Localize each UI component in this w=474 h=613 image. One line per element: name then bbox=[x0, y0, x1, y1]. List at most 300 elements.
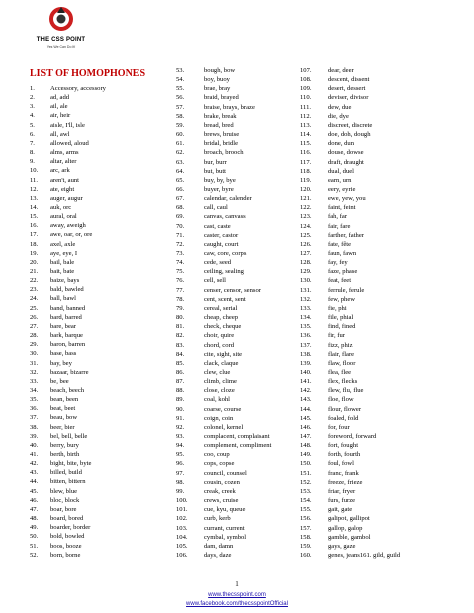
item-words: clew, clue bbox=[204, 368, 231, 376]
item-number: 13. bbox=[30, 194, 39, 202]
item-words: bald, bawled bbox=[50, 286, 84, 294]
item-words: genes, jeans161. gild, guild bbox=[328, 551, 401, 559]
item-words: bare, bear bbox=[50, 322, 76, 330]
item-words: fir, fur bbox=[328, 332, 345, 340]
item-words: coarse, course bbox=[204, 405, 242, 413]
page-number: 1 bbox=[235, 580, 239, 588]
item-number: 151. bbox=[300, 469, 312, 477]
item-number: 45. bbox=[30, 487, 39, 495]
item-number: 5. bbox=[30, 121, 35, 129]
item-words: creak, creek bbox=[204, 487, 236, 495]
item-words: braid, brayed bbox=[204, 94, 239, 102]
item-words: cops, copse bbox=[204, 460, 235, 468]
item-number: 14. bbox=[30, 203, 39, 211]
item-words: allowed, aloud bbox=[50, 139, 89, 147]
item-words: bait, bate bbox=[50, 268, 75, 275]
item-words: bread, bred bbox=[204, 121, 234, 129]
item-words: braise, brays, braze bbox=[204, 103, 255, 111]
item-number: 23. bbox=[30, 286, 39, 294]
item-number: 113. bbox=[300, 121, 312, 129]
item-words: aye, eye, I bbox=[50, 249, 78, 257]
item-number: 110. bbox=[300, 94, 312, 102]
item-number: 27. bbox=[30, 322, 39, 330]
item-words: cite, sight, site bbox=[204, 350, 243, 358]
item-words: alms, arms bbox=[50, 149, 79, 157]
item-words: close, cloze bbox=[204, 387, 235, 395]
item-number: 40. bbox=[30, 441, 39, 449]
item-words: choir, quire bbox=[204, 332, 235, 340]
item-words: ball, bawl bbox=[50, 295, 77, 303]
item-words: doe, doh, dough bbox=[328, 131, 371, 139]
item-number: 72. bbox=[176, 240, 185, 248]
item-words: ceiling, sealing bbox=[204, 268, 244, 276]
item-number: 62. bbox=[176, 149, 185, 157]
item-words: ate, eight bbox=[50, 185, 75, 193]
item-number: 108. bbox=[300, 76, 312, 84]
item-words: dew, due bbox=[328, 103, 352, 111]
item-words: fie, phi bbox=[328, 304, 347, 312]
item-words: climb, clime bbox=[204, 378, 237, 386]
item-number: 134. bbox=[300, 314, 312, 322]
item-words: fay, fey bbox=[328, 259, 348, 267]
item-number: 31. bbox=[30, 359, 39, 367]
item-words: gallop, galop bbox=[328, 524, 363, 532]
item-number: 141. bbox=[300, 378, 312, 386]
item-words: complement, compliment bbox=[204, 442, 272, 450]
item-number: 71. bbox=[176, 231, 185, 239]
item-number: 47. bbox=[30, 505, 39, 513]
item-number: 142. bbox=[300, 387, 312, 395]
item-words: altar, alter bbox=[50, 158, 77, 166]
item-number: 61. bbox=[176, 140, 185, 148]
item-number: 78. bbox=[176, 295, 185, 303]
item-number: 115. bbox=[300, 140, 312, 148]
item-words: cymbal, symbol bbox=[204, 533, 247, 541]
item-words: baron, barren bbox=[50, 341, 86, 349]
item-number: 73. bbox=[176, 250, 185, 257]
item-number: 100. bbox=[176, 497, 188, 505]
item-number: 46. bbox=[30, 496, 39, 504]
item-number: 53. bbox=[176, 67, 185, 74]
item-number: 125. bbox=[300, 231, 312, 239]
item-number: 34. bbox=[30, 386, 39, 394]
item-words: aren't, aunt bbox=[50, 176, 80, 184]
item-number: 48. bbox=[30, 515, 39, 523]
item-number: 49. bbox=[30, 524, 39, 532]
item-number: 143. bbox=[300, 396, 312, 404]
item-number: 4. bbox=[30, 112, 35, 120]
item-number: 92. bbox=[176, 423, 185, 431]
item-number: 130. bbox=[300, 277, 312, 285]
item-number: 86. bbox=[176, 368, 185, 376]
item-words: baize, bays bbox=[50, 277, 80, 285]
item-words: born, borne bbox=[50, 551, 81, 559]
item-number: 105. bbox=[176, 542, 188, 550]
item-words: floe, flow bbox=[328, 396, 354, 404]
item-number: 66. bbox=[176, 185, 185, 193]
item-number: 160. bbox=[300, 551, 312, 559]
item-number: 117. bbox=[300, 158, 312, 166]
item-number: 121. bbox=[300, 195, 312, 203]
item-number: 19. bbox=[30, 249, 39, 257]
item-words: galipot, gallipot bbox=[328, 515, 370, 523]
item-words: ewe, yew, you bbox=[328, 195, 366, 203]
item-number: 156. bbox=[300, 515, 312, 523]
item-number: 101. bbox=[176, 506, 188, 514]
item-number: 118. bbox=[300, 167, 312, 175]
item-number: 87. bbox=[176, 378, 185, 386]
item-words: bay, bey bbox=[50, 359, 72, 367]
item-number: 33. bbox=[30, 377, 39, 385]
item-number: 114. bbox=[300, 131, 312, 139]
item-number: 28. bbox=[30, 332, 39, 340]
item-words: band, banned bbox=[50, 304, 86, 312]
item-words: draft, draught bbox=[328, 158, 364, 166]
item-words: aisle, I'll, isle bbox=[50, 121, 85, 129]
item-number: 95. bbox=[176, 451, 185, 459]
item-words: ferrule, ferule bbox=[328, 286, 365, 294]
item-number: 128. bbox=[300, 259, 312, 267]
item-number: 81. bbox=[176, 323, 185, 331]
item-number: 63. bbox=[176, 158, 185, 166]
facebook-link[interactable]: www.facebook.com/thecsspointOfficial bbox=[186, 601, 288, 607]
item-number: 32. bbox=[30, 368, 39, 376]
item-words: few, phew bbox=[328, 295, 356, 303]
item-words: caw, core, corps bbox=[204, 250, 247, 257]
item-number: 76. bbox=[176, 277, 185, 285]
item-words: bight, bite, byte bbox=[50, 460, 92, 468]
item-number: 112. bbox=[300, 112, 312, 120]
item-words: feat, feet bbox=[328, 277, 352, 285]
item-number: 12. bbox=[30, 185, 39, 193]
item-words: fair, fare bbox=[328, 222, 351, 230]
item-words: cell, sell bbox=[204, 277, 226, 285]
item-words: fah, far bbox=[328, 213, 348, 221]
website-link[interactable]: www.thecsspoint.com bbox=[208, 592, 266, 598]
item-number: 6. bbox=[30, 130, 35, 138]
item-words: arc, ark bbox=[50, 167, 70, 175]
item-words: douse, dowse bbox=[328, 149, 364, 157]
item-words: bard, barred bbox=[50, 313, 82, 321]
item-words: cent, scent, sent bbox=[204, 295, 246, 303]
item-words: foul, fowl bbox=[328, 460, 355, 468]
item-words: bazaar, bizarre bbox=[50, 368, 89, 376]
item-words: dam, damn bbox=[204, 542, 234, 550]
item-number: 42. bbox=[30, 460, 39, 468]
item-number: 1. bbox=[30, 85, 35, 92]
item-number: 80. bbox=[176, 314, 185, 322]
item-number: 126. bbox=[300, 240, 312, 248]
item-number: 127. bbox=[300, 250, 312, 257]
item-number: 152. bbox=[300, 478, 312, 486]
item-words: brae, bray bbox=[204, 85, 231, 93]
item-words: cheap, cheep bbox=[204, 314, 239, 322]
item-number: 43. bbox=[30, 469, 39, 477]
item-words: currant, current bbox=[204, 524, 245, 532]
item-words: cede, seed bbox=[204, 259, 232, 267]
item-number: 56. bbox=[176, 94, 185, 102]
item-number: 99. bbox=[176, 487, 185, 495]
item-number: 70. bbox=[176, 222, 185, 230]
item-number: 77. bbox=[176, 286, 185, 294]
item-words: eery, eyrie bbox=[328, 185, 356, 193]
item-number: 109. bbox=[300, 85, 312, 93]
item-number: 24. bbox=[30, 295, 39, 303]
item-words: descent, dissent bbox=[328, 76, 370, 84]
item-words: discreet, discrete bbox=[328, 121, 373, 129]
item-words: brake, break bbox=[204, 112, 237, 120]
item-number: 136. bbox=[300, 332, 312, 340]
item-words: council, counsel bbox=[204, 469, 247, 477]
item-number: 41. bbox=[30, 451, 39, 458]
item-number: 25. bbox=[30, 304, 39, 312]
item-words: earn, urn bbox=[328, 176, 352, 184]
item-number: 85. bbox=[176, 359, 185, 367]
item-number: 120. bbox=[300, 185, 312, 193]
item-number: 22. bbox=[30, 277, 39, 285]
item-words: censer, censor, sensor bbox=[204, 286, 261, 294]
item-number: 21. bbox=[30, 268, 39, 275]
item-number: 58. bbox=[176, 112, 185, 120]
item-number: 129. bbox=[300, 268, 312, 276]
item-number: 148. bbox=[300, 442, 312, 450]
item-words: flew, flu, flue bbox=[328, 387, 364, 395]
item-number: 17. bbox=[30, 231, 39, 239]
item-number: 90. bbox=[176, 405, 185, 413]
item-words: foaled, fold bbox=[328, 414, 359, 422]
item-number: 15. bbox=[30, 213, 39, 221]
item-words: check, cheque bbox=[204, 323, 242, 331]
item-words: flex, flecks bbox=[328, 378, 358, 386]
item-number: 51. bbox=[30, 542, 39, 550]
item-words: buyer, byre bbox=[204, 185, 234, 193]
item-words: aural, oral bbox=[50, 213, 77, 221]
item-number: 10. bbox=[30, 167, 39, 175]
item-number: 16. bbox=[30, 222, 39, 230]
item-number: 102. bbox=[176, 515, 188, 523]
item-number: 11. bbox=[30, 176, 38, 184]
item-number: 149. bbox=[300, 451, 312, 459]
item-words: freeze, frieze bbox=[328, 478, 363, 486]
item-words: cast, caste bbox=[204, 222, 231, 230]
item-number: 140. bbox=[300, 368, 312, 376]
item-number: 103. bbox=[176, 524, 188, 532]
item-number: 107. bbox=[300, 67, 312, 74]
item-number: 132. bbox=[300, 295, 312, 303]
item-number: 69. bbox=[176, 213, 185, 221]
item-words: air, heir bbox=[50, 112, 71, 120]
item-words: billed, build bbox=[50, 469, 82, 477]
item-words: cereal, serial bbox=[204, 304, 238, 312]
item-number: 38. bbox=[30, 423, 39, 431]
item-words: auk, orc bbox=[50, 203, 72, 211]
item-number: 150. bbox=[300, 460, 312, 468]
item-number: 30. bbox=[30, 350, 39, 358]
item-number: 26. bbox=[30, 313, 39, 321]
item-words: bark, barque bbox=[50, 332, 83, 340]
item-number: 93. bbox=[176, 433, 185, 440]
item-number: 35. bbox=[30, 396, 39, 404]
item-words: coal, kohl bbox=[204, 396, 231, 404]
item-words: flour, flower bbox=[328, 405, 362, 413]
item-number: 57. bbox=[176, 103, 185, 111]
item-number: 135. bbox=[300, 323, 312, 331]
item-words: deviser, divisor bbox=[328, 94, 369, 102]
item-words: cue, kyu, queue bbox=[204, 506, 246, 514]
item-words: call, caul bbox=[204, 204, 228, 212]
item-number: 82. bbox=[176, 332, 185, 340]
item-words: broach, brooch bbox=[204, 149, 244, 157]
item-number: 68. bbox=[176, 204, 185, 212]
logo-name: THE CSS POINT bbox=[36, 37, 86, 43]
item-words: foreword, forward bbox=[328, 433, 377, 440]
item-number: 139. bbox=[300, 359, 312, 367]
item-number: 138. bbox=[300, 350, 312, 358]
item-number: 111. bbox=[300, 103, 312, 111]
item-words: beat, beet bbox=[50, 405, 76, 413]
item-number: 106. bbox=[176, 551, 188, 559]
item-words: awe, oar, or, ore bbox=[50, 231, 93, 239]
item-number: 144. bbox=[300, 405, 312, 413]
item-words: flea, flee bbox=[328, 368, 352, 376]
item-words: Accessory, accessory bbox=[50, 85, 106, 92]
item-number: 8. bbox=[30, 149, 35, 157]
item-number: 158. bbox=[300, 533, 312, 541]
item-words: days, daze bbox=[204, 551, 232, 559]
item-words: bel, bell, belle bbox=[50, 432, 88, 440]
item-number: 37. bbox=[30, 414, 39, 422]
item-words: board, bored bbox=[50, 515, 84, 523]
item-words: caught, court bbox=[204, 240, 239, 248]
item-words: boar, bore bbox=[50, 505, 77, 513]
item-number: 29. bbox=[30, 341, 39, 349]
item-number: 153. bbox=[300, 487, 312, 495]
item-number: 75. bbox=[176, 268, 185, 276]
item-words: bean, been bbox=[50, 396, 79, 404]
item-words: complacent, complaisant bbox=[204, 433, 270, 440]
item-number: 155. bbox=[300, 506, 312, 514]
item-words: crews, cruise bbox=[204, 497, 239, 505]
item-words: bur, burr bbox=[204, 158, 227, 166]
item-words: berth, birth bbox=[50, 451, 80, 458]
item-words: beau, bow bbox=[50, 414, 78, 422]
item-words: bough, bow bbox=[204, 67, 236, 74]
item-number: 154. bbox=[300, 497, 312, 505]
item-number: 50. bbox=[30, 533, 39, 541]
item-number: 2. bbox=[30, 94, 35, 102]
item-words: boos, booze bbox=[50, 542, 82, 550]
item-words: for, four bbox=[328, 423, 350, 431]
item-words: fizz, phiz bbox=[328, 341, 353, 349]
item-words: gays, gaze bbox=[328, 542, 356, 550]
item-number: 116. bbox=[300, 149, 312, 157]
item-number: 55. bbox=[176, 85, 185, 93]
item-number: 137. bbox=[300, 341, 312, 349]
item-words: flair, flare bbox=[328, 350, 355, 358]
item-number: 44. bbox=[30, 478, 39, 486]
item-words: beer, bier bbox=[50, 423, 75, 431]
item-number: 59. bbox=[176, 121, 185, 129]
item-number: 94. bbox=[176, 442, 185, 450]
item-words: boarder, border bbox=[50, 524, 91, 532]
item-number: 159. bbox=[300, 542, 312, 550]
item-number: 123. bbox=[300, 213, 312, 221]
item-words: bitten, bittern bbox=[50, 478, 86, 486]
item-words: berry, bury bbox=[50, 441, 79, 449]
item-words: coo, coup bbox=[204, 451, 230, 459]
item-number: 7. bbox=[30, 139, 35, 147]
item-words: all, awl bbox=[50, 130, 70, 138]
item-words: fort, fought bbox=[328, 442, 359, 450]
item-number: 124. bbox=[300, 222, 312, 230]
item-words: blew, blue bbox=[50, 487, 78, 495]
item-number: 64. bbox=[176, 167, 185, 175]
item-words: brews, bruise bbox=[204, 131, 240, 139]
item-number: 67. bbox=[176, 195, 185, 203]
item-words: bail, bale bbox=[50, 258, 75, 266]
item-number: 65. bbox=[176, 176, 185, 184]
item-words: auger, augur bbox=[50, 194, 83, 202]
item-number: 96. bbox=[176, 460, 185, 468]
page-title: LIST OF HOMOPHONES bbox=[30, 68, 146, 79]
item-words: bridal, bridle bbox=[204, 140, 239, 148]
item-words: franc, frank bbox=[328, 469, 359, 477]
item-number: 98. bbox=[176, 478, 185, 486]
item-words: ad, add bbox=[50, 94, 70, 102]
item-number: 60. bbox=[176, 131, 185, 139]
site-logo bbox=[26, 4, 96, 62]
item-number: 133. bbox=[300, 304, 312, 312]
item-number: 119. bbox=[300, 176, 312, 184]
item-words: but, butt bbox=[204, 167, 226, 175]
item-words: farther, father bbox=[328, 231, 364, 239]
item-number: 131. bbox=[300, 286, 312, 294]
item-words: gamble, gambol bbox=[328, 533, 371, 541]
item-number: 89. bbox=[176, 396, 185, 404]
item-words: fate, fête bbox=[328, 240, 352, 248]
item-number: 36. bbox=[30, 405, 39, 413]
item-words: dear, deer bbox=[328, 67, 354, 74]
item-number: 146. bbox=[300, 423, 312, 431]
item-words: flaw, floor bbox=[328, 359, 356, 367]
item-words: faint, feint bbox=[328, 204, 356, 212]
item-number: 79. bbox=[176, 304, 185, 312]
item-number: 39. bbox=[30, 432, 39, 440]
item-words: be, bee bbox=[50, 377, 69, 385]
item-number: 145. bbox=[300, 414, 312, 422]
item-words: faun, fawn bbox=[328, 250, 357, 257]
item-words: canvas, canvass bbox=[204, 213, 246, 221]
item-number: 157. bbox=[300, 524, 312, 532]
item-number: 147. bbox=[300, 433, 312, 440]
item-words: furs, furze bbox=[328, 497, 356, 505]
item-words: forth, fourth bbox=[328, 451, 361, 459]
item-words: curb, kerb bbox=[204, 515, 231, 523]
logo-mark-icon bbox=[48, 6, 74, 32]
item-words: cousin, cozen bbox=[204, 478, 240, 486]
item-words: faze, phase bbox=[328, 268, 358, 276]
item-words: find, fined bbox=[328, 323, 356, 331]
item-number: 122. bbox=[300, 204, 312, 212]
item-words: buy, by, bye bbox=[204, 176, 236, 184]
item-words: die, dye bbox=[328, 112, 349, 120]
item-number: 20. bbox=[30, 258, 39, 266]
item-number: 52. bbox=[30, 551, 39, 559]
item-words: bloc, block bbox=[50, 496, 80, 504]
item-words: calendar, calender bbox=[204, 195, 252, 203]
item-words: gait, gate bbox=[328, 506, 353, 514]
item-number: 97. bbox=[176, 469, 185, 477]
